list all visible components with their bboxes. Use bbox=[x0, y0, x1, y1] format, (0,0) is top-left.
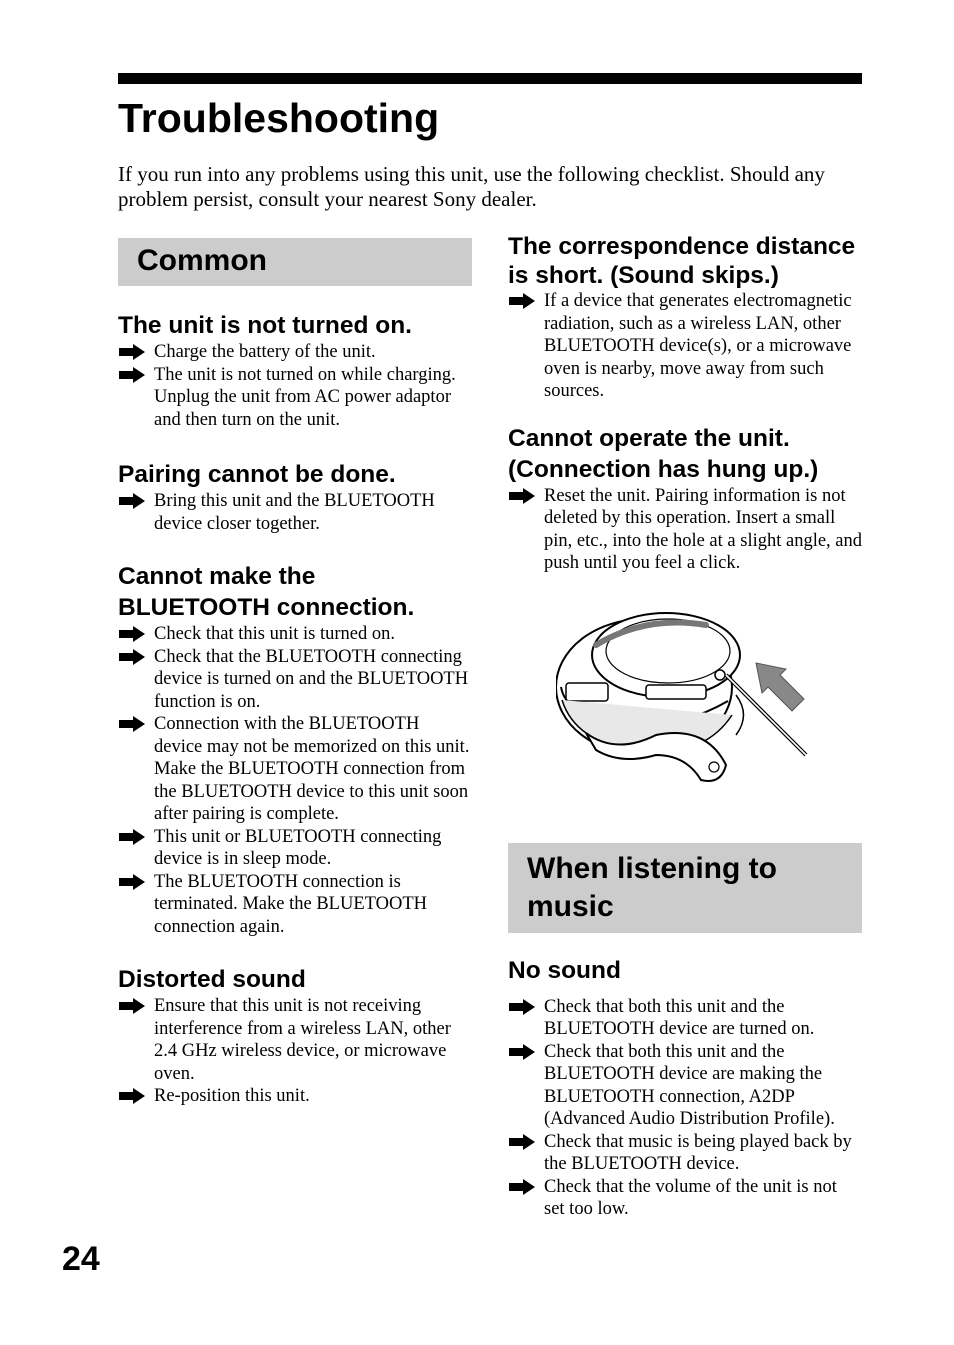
list-item: The unit is not turned on while charging. Unplug the unit from AC power adaptor and then turn on the unit. bbox=[118, 364, 472, 432]
list-item: The BLUETOOTH connection is terminated. Make the BLUETOOTH connection again. bbox=[118, 871, 472, 939]
list-item: Reset the unit. Pairing information is not deleted by this operation. Insert a small pin, etc., into the hole at a slight angle, and push until you feel a click. bbox=[508, 485, 862, 575]
group-pairing bbox=[118, 459, 472, 535]
arrow-right-icon bbox=[118, 367, 146, 383]
list-item: This unit or BLUETOOTH connecting device is in sleep mode. bbox=[118, 826, 472, 871]
list-item: Check that the BLUETOOTH connecting device is turned on and the BLUETOOTH function is on. bbox=[118, 646, 472, 714]
list-item: Bring this unit and the BLUETOOTH device closer together. bbox=[118, 490, 472, 535]
section-common: Common bbox=[118, 238, 472, 286]
group-short-distance bbox=[508, 232, 862, 403]
list-item: Ensure that this unit is not receiving interference from a wireless LAN, other 2.4 GHz wireless device, or microwave oven. bbox=[118, 995, 472, 1085]
group-heading: Distorted sound bbox=[118, 966, 306, 993]
list-item: Check that both this unit and the BLUETOOTH device are making the BLUETOOTH connection, A2DP (Advanced Audio Distribution Profile). bbox=[508, 1041, 862, 1131]
group-heading: Cannot operate the unit. (Connection has hung up.) bbox=[508, 424, 819, 483]
group-unit-not-on bbox=[118, 310, 472, 431]
arrow-right-icon bbox=[118, 1088, 146, 1104]
item-list bbox=[118, 341, 472, 431]
group-heading: No sound bbox=[508, 956, 621, 984]
left-column bbox=[118, 238, 472, 1108]
list-item: Connection with the BLUETOOTH device may not be memorized on this unit. Make the BLUETOOTH connection from the BLUETOOTH device to this unit soon after pairing is complete. bbox=[118, 713, 472, 826]
group-distorted-sound bbox=[118, 964, 472, 1108]
arrow-right-icon bbox=[118, 626, 146, 642]
item-list bbox=[118, 995, 472, 1108]
arrow-right-icon bbox=[508, 1134, 536, 1150]
item-list bbox=[508, 996, 862, 1221]
list-item: Check that this unit is turned on. bbox=[118, 623, 472, 646]
section-music: When listening to music bbox=[508, 843, 862, 933]
arrow-right-icon bbox=[508, 999, 536, 1015]
arrow-right-icon bbox=[508, 1044, 536, 1060]
reset-hole-illustration bbox=[556, 605, 826, 795]
item-list bbox=[118, 623, 472, 938]
item-list bbox=[508, 290, 862, 403]
group-bt-connection bbox=[118, 561, 472, 938]
list-item: Check that both this unit and the BLUETOOTH device are turned on. bbox=[508, 996, 862, 1041]
right-column bbox=[508, 232, 862, 1221]
list-item: Check that music is being played back by the BLUETOOTH device. bbox=[508, 1131, 862, 1176]
arrow-right-icon bbox=[118, 829, 146, 845]
list-item: If a device that generates electromagnetic radiation, such as a wireless LAN, other BLUETOOTH device(s), or a microwave oven is nearby, move away from such sources. bbox=[508, 290, 862, 403]
arrow-right-icon bbox=[118, 344, 146, 360]
group-no-sound bbox=[508, 955, 862, 1221]
page-title: Troubleshooting bbox=[118, 95, 440, 141]
list-item: Check that the volume of the unit is not set too low. bbox=[508, 1176, 862, 1221]
arrow-right-icon bbox=[508, 293, 536, 309]
page-number: 24 bbox=[62, 1240, 100, 1278]
item-list bbox=[118, 490, 472, 535]
group-heading: Pairing cannot be done. bbox=[118, 461, 396, 488]
group-cannot-operate bbox=[508, 423, 862, 575]
arrow-right-icon bbox=[118, 998, 146, 1014]
list-item: Charge the battery of the unit. bbox=[118, 341, 472, 364]
group-heading: The unit is not turned on. bbox=[118, 312, 412, 339]
arrow-right-icon bbox=[118, 493, 146, 509]
item-list bbox=[508, 485, 862, 575]
arrow-right-icon bbox=[118, 649, 146, 665]
group-heading: Cannot make the BLUETOOTH connection. bbox=[118, 563, 415, 621]
arrow-right-icon bbox=[508, 1179, 536, 1195]
intro-paragraph: If you run into any problems using this unit, use the following checklist. Should any problem persist, consult your nearest Sony dealer. bbox=[118, 162, 825, 211]
list-item: Re-position this unit. bbox=[118, 1085, 472, 1108]
arrow-right-icon bbox=[508, 488, 536, 504]
arrow-right-icon bbox=[118, 874, 146, 890]
arrow-right-icon bbox=[118, 716, 146, 732]
header-rule bbox=[118, 73, 862, 84]
group-heading: The correspondence distance is short. (Sound skips.) bbox=[508, 233, 856, 289]
